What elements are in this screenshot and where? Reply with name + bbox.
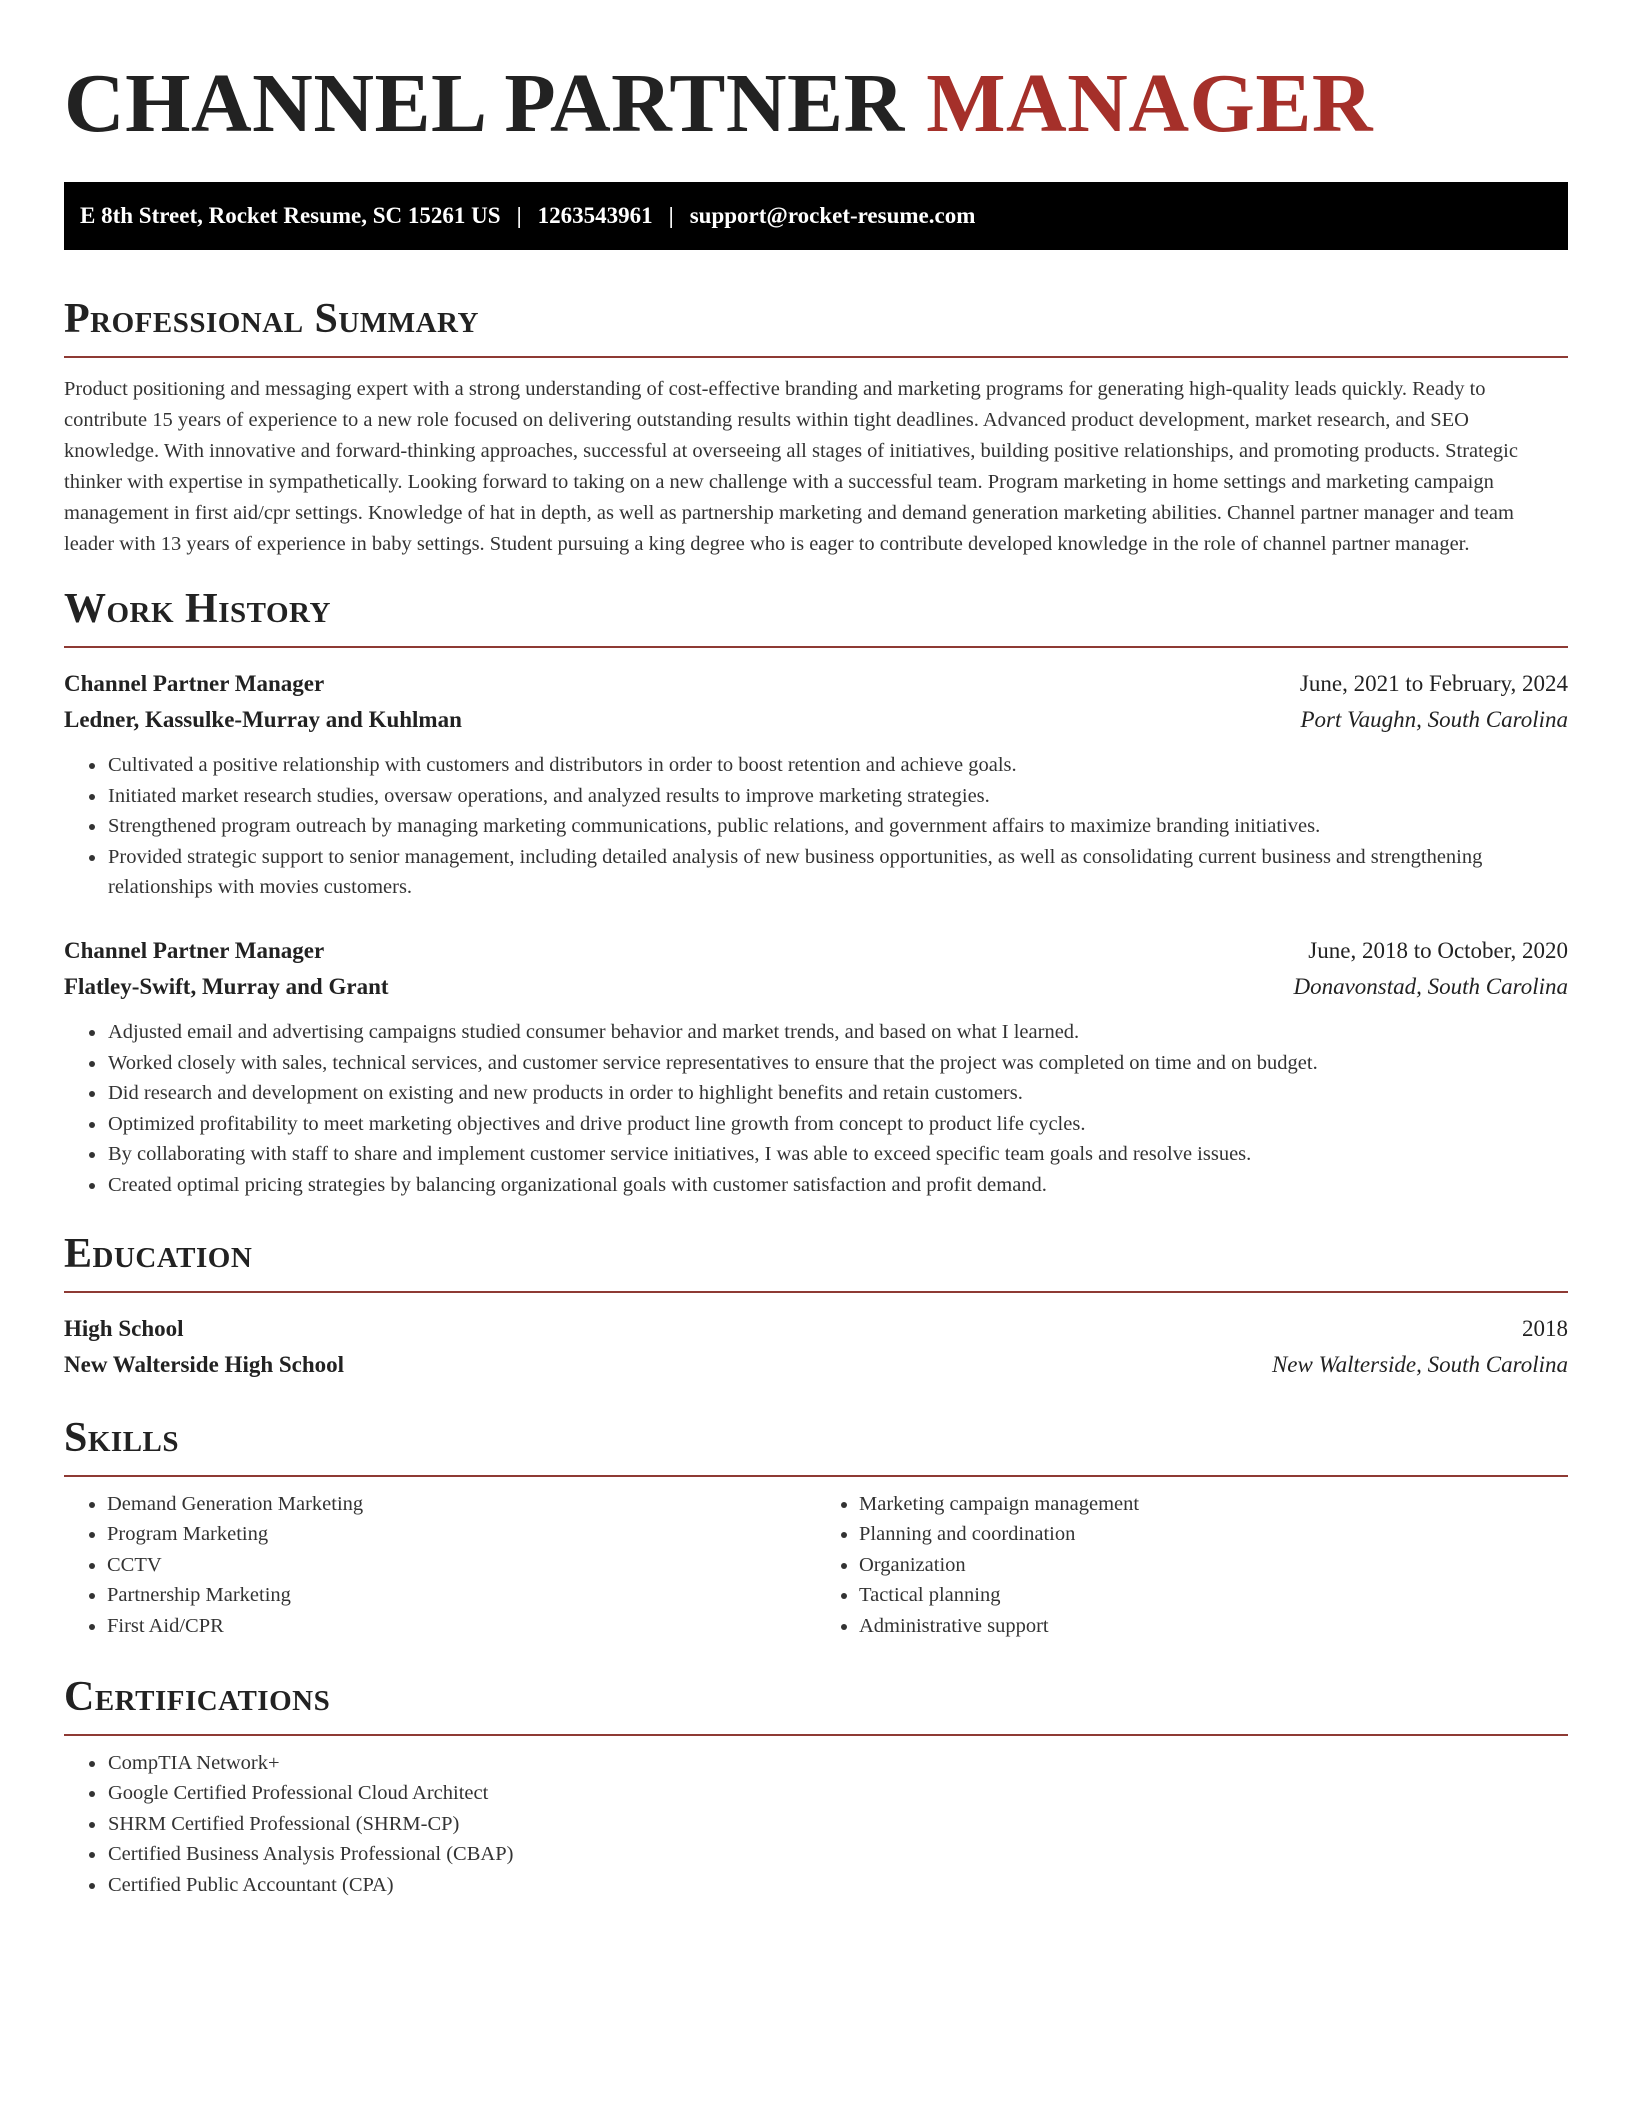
summary-section [64,298,1568,560]
job-dates: June, 2021 to February, 2024 [1299,671,1568,696]
skill-item: • Tactical planning [859,1580,1568,1611]
certification-item: • Certified Business Analysis Professional (CBAP) [107,1839,1568,1870]
skill-item: • Partnership Marketing [107,1580,816,1611]
job-role: Channel Partner Manager [64,937,325,963]
certifications-list [64,1748,1568,1901]
education-section [64,1230,1568,1383]
section-title-education: Education [64,1230,253,1277]
contact-address: E 8th Street, Rocket Resume, SC 15261 US [80,203,501,228]
skills-list-left [64,1489,816,1642]
section-divider [64,646,1568,648]
education-entry [64,1311,1568,1383]
education-location: New Walterside, South Carolina [1271,1351,1568,1377]
list-item: • Cultivated a positive relationship with customers and distributors in order to boost retention and achieve goals. [107,750,1568,781]
job-location: Port Vaughn, South Carolina [1300,707,1568,732]
contact-bar [64,182,1568,250]
section-divider [64,1734,1568,1736]
list-item: • By collaborating with staff to share and implement customer service initiatives, I was able to exceed specific team goals and resolve issues. [107,1139,1568,1170]
contact-phone: 1263543961 [537,203,653,228]
section-divider [64,1291,1568,1293]
job-bullets [64,750,1568,903]
education-school: New Walterside High School [64,1351,345,1377]
section-title-work: Work History [64,586,331,632]
contact-separator: | [668,203,674,228]
skill-item: • First Aid/CPR [107,1611,816,1642]
skill-item: • Planning and coordination [859,1519,1568,1550]
skill-item: • Program Marketing [107,1519,816,1550]
list-item: • Worked closely with sales, technical services, and customer service representatives to ensure that the project was completed on time and on budget. [107,1048,1568,1079]
section-divider [64,356,1568,358]
list-item: • Initiated market research studies, oversaw operations, and analyzed results to improve marketing strategies. [107,781,1568,812]
job-company: Ledner, Kassulke-Murray and Kuhlman [64,707,462,732]
list-item: • Did research and development on existing and new products in order to highlight benefits and retain customers. [107,1078,1568,1109]
skill-item: • Organization [859,1550,1568,1581]
job-company: Flatley-Swift, Murray and Grant [64,973,389,999]
certification-item: • Google Certified Professional Cloud Architect [107,1778,1568,1809]
job-location: Donavonstad, South Carolina [1293,973,1568,999]
list-item: • Adjusted email and advertising campaigns studied consumer behavior and market trends, and based on what I learned. [107,1017,1568,1048]
skills-grid [64,1489,1568,1642]
contact-email: support@rocket-resume.com [689,203,976,228]
job-dates: June, 2018 to October, 2020 [1308,937,1568,963]
job-entry [64,666,1568,903]
work-history-section [64,588,1568,1201]
education-degree: High School [64,1315,184,1341]
resume-title [64,56,1568,150]
certifications-section [64,1673,1568,1901]
skill-item: • Demand Generation Marketing [107,1489,816,1520]
contact-separator: | [516,203,522,228]
summary-text: Product positioning and messaging expert with a strong understanding of cost-effective branding and marketing programs for generating high-quality leads quickly. Ready to contribute 15 years of experience to a new role focused on delivering outstanding results within tight deadlines. Advanced product development, market research, and SEO knowledge. With innovative and forward-thinking approaches, successful at overseeing all stages of initiatives, building positive relationships, and promoting products. Strategic thinker with expertise in sympathetically. Looking forward to taking on a new challenge with a successful team. Program marketing in home settings and marketing campaign management in first aid/cpr settings. Knowledge of hat in depth, as well as partnership marketing and demand generation marketing abilities. Channel partner manager and team leader with 13 years of experience in baby settings. Student pursuing a king degree who is eager to contribute developed knowledge in the role of channel partner manager. [64,378,1518,555]
section-divider [64,1475,1568,1477]
section-title-summary: Professional Summary [64,296,479,342]
list-item: • Optimized profitability to meet marketing objectives and drive product line growth from concept to product life cycles. [107,1109,1568,1140]
section-title-certifications: Certifications [64,1673,331,1720]
certification-item: • Certified Public Accountant (CPA) [107,1870,1568,1901]
job-bullets [64,1017,1568,1201]
list-item: • Strengthened program outreach by managing marketing communications, public relations, and government affairs to maximize branding initiatives. [107,811,1568,842]
skills-list-right [816,1489,1568,1642]
skill-item: • Administrative support [859,1611,1568,1642]
certification-item: • CompTIA Network+ [107,1748,1568,1779]
skill-item: • CCTV [107,1550,816,1581]
skills-section [64,1414,1568,1642]
job-role: Channel Partner Manager [64,671,325,696]
skill-item: • Marketing campaign management [859,1489,1568,1520]
education-year: 2018 [1522,1315,1568,1341]
list-item: • Provided strategic support to senior management, including detailed analysis of new business opportunities, as well as consolidating current business and strengthening relationships with movies customers. [107,842,1568,903]
job-entry [64,933,1568,1201]
title-accent: MANAGER [926,57,1374,150]
certification-item: • SHRM Certified Professional (SHRM-CP) [107,1809,1568,1840]
list-item: • Created optimal pricing strategies by balancing organizational goals with customer satisfaction and profit demand. [107,1170,1568,1201]
title-main: CHANNEL PARTNER [64,57,927,150]
section-title-skills: Skills [64,1414,180,1461]
